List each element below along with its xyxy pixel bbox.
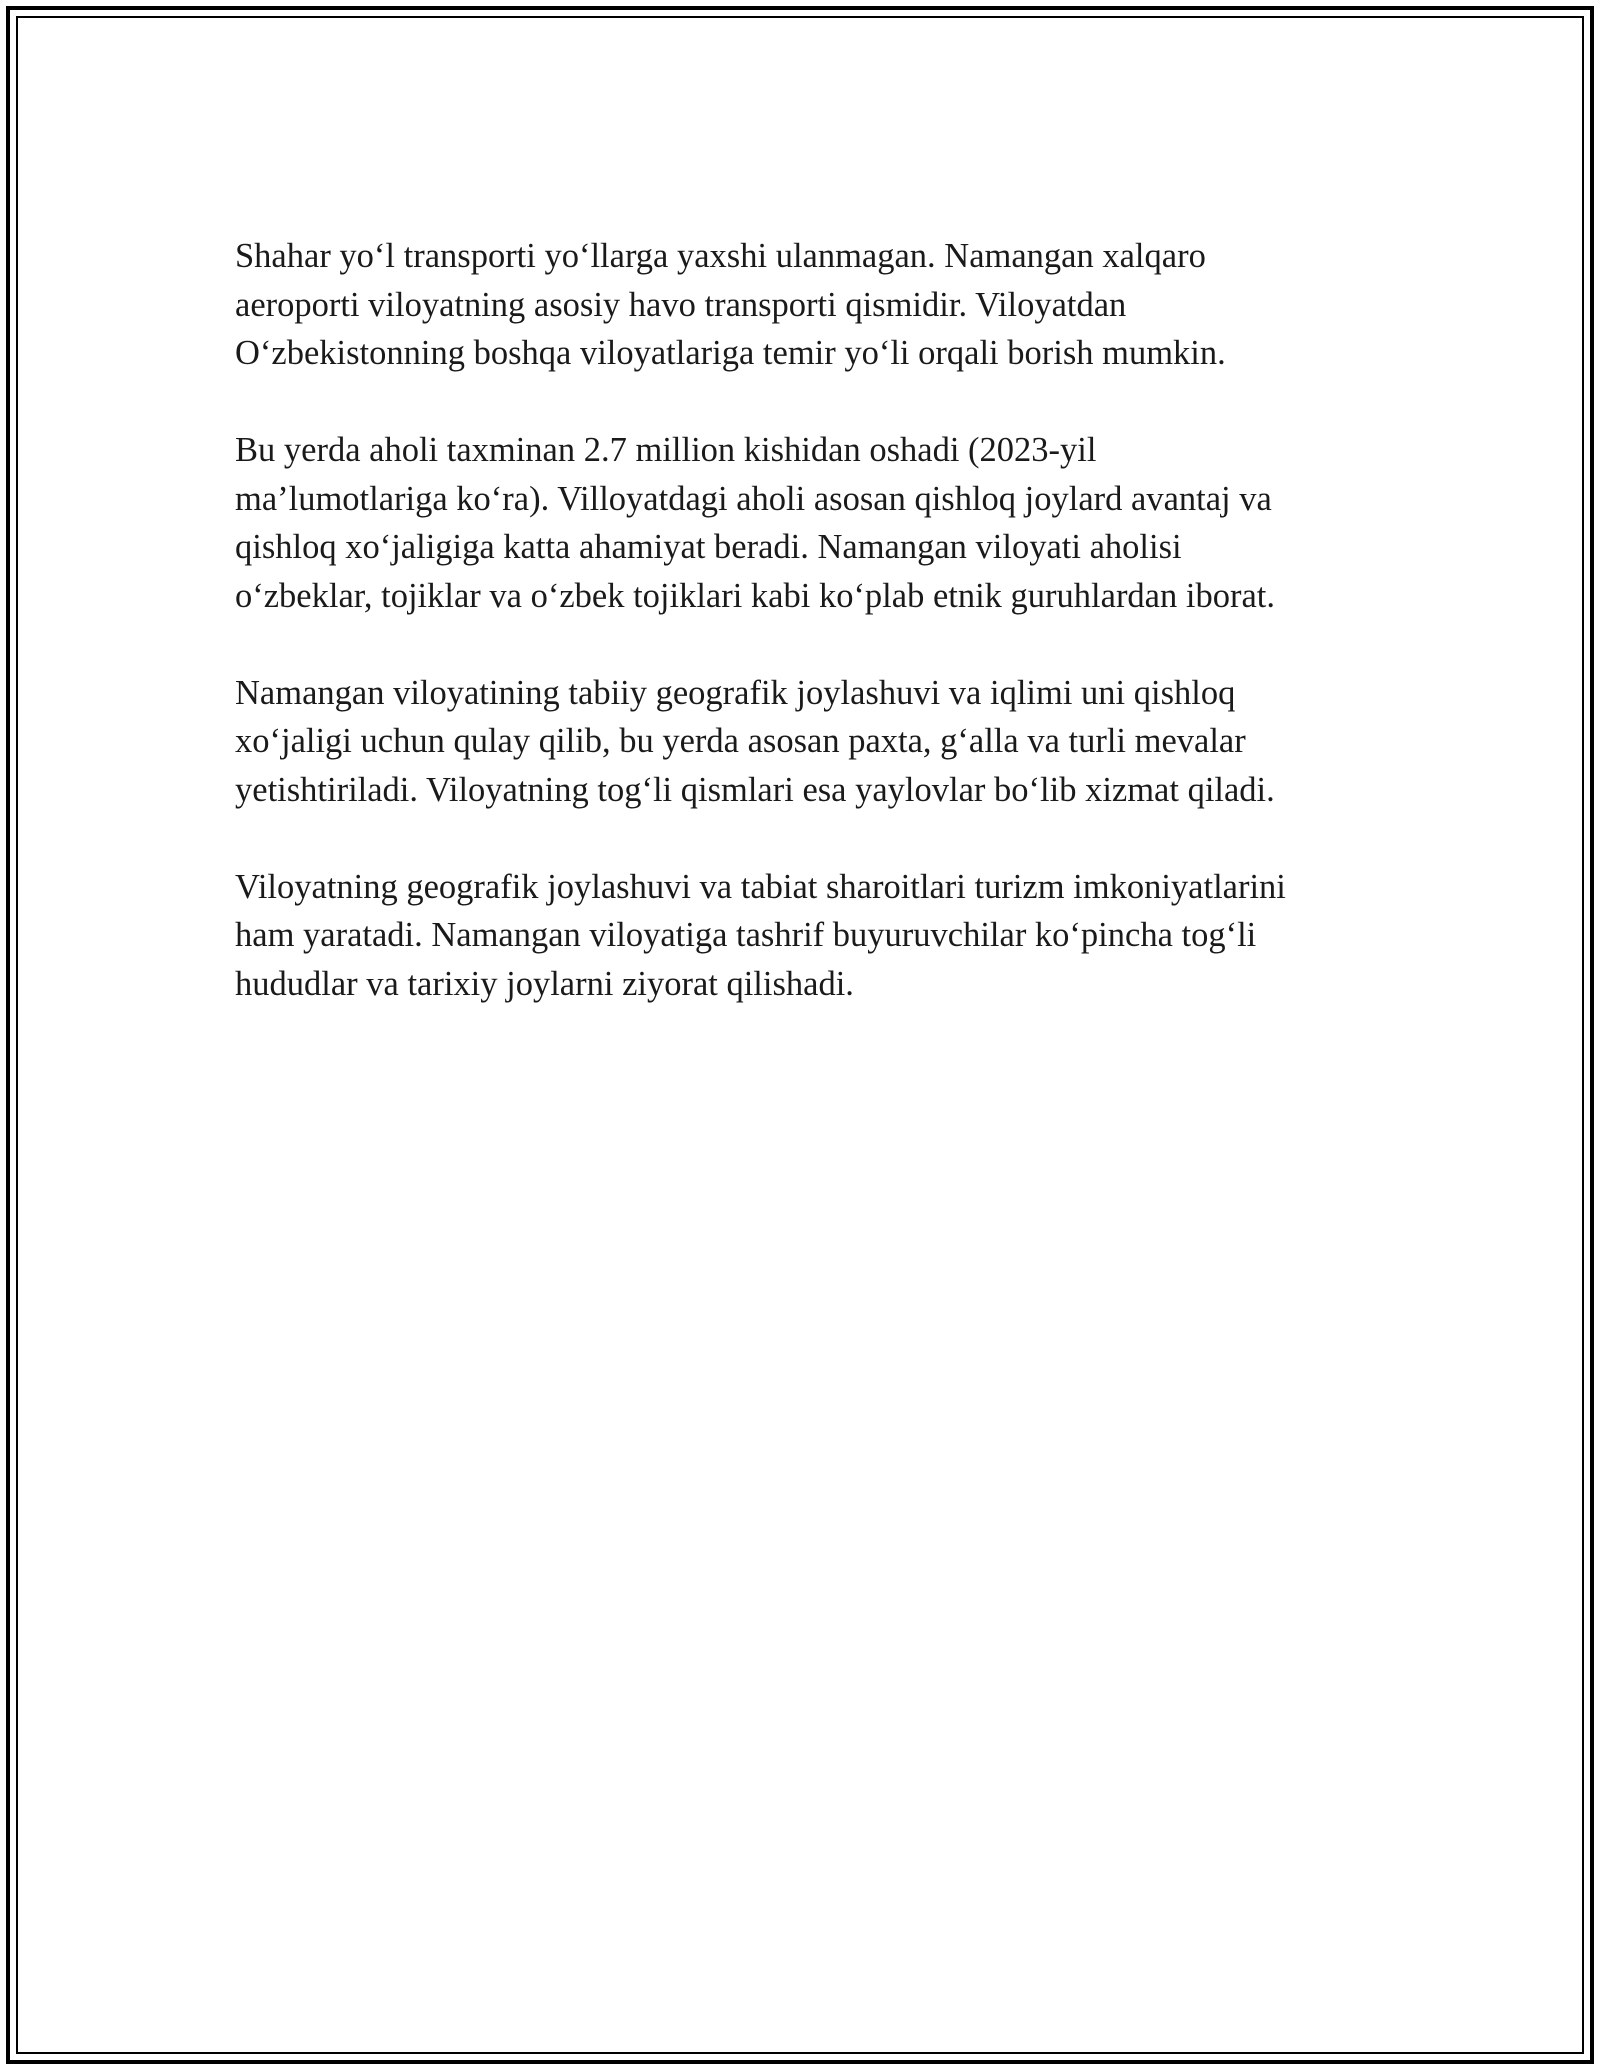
text-line: yetishtiriladi. Viloyatning tog‘li qismlari esa yaylovlar bo‘lib xizmat qiladi.: [235, 770, 1275, 809]
text-line: ham yaratadi. Namangan viloyatiga tashrif buyuruvchilar ko‘pincha tog‘li: [235, 916, 1257, 954]
text-line: o‘zbeklar, tojiklar va o‘zbek tojiklari kabi ko‘plab etnik guruhlardan iborat.: [235, 576, 1275, 615]
text-line: Bu yerda aholi taxminan 2.7 million kishidan oshadi (2023-yil: [235, 431, 1097, 469]
text-line: qishloq xo‘jaligiga katta ahamiyat beradi. Namangan viloyati aholisi: [235, 528, 1182, 566]
paragraph-population: [235, 426, 1375, 620]
text-line: ma’lumotlariga ko‘ra). Villoyatdagi aholi asosan qishloq joylard avantaj va: [235, 479, 1272, 518]
paragraph-agriculture: [235, 669, 1375, 815]
paragraph-tourism: [235, 863, 1375, 1009]
document-body: [235, 232, 1375, 1057]
text-line: aeroporti viloyatning asosiy havo transporti qismidir. Viloyatdan: [235, 285, 1127, 324]
text-line: hududlar va tarixiy joylarni ziyorat qilishadi.: [235, 964, 854, 1003]
paragraph-transport: [235, 232, 1375, 378]
text-line: Namangan viloyatining tabiiy geografik joylashuvi va iqlimi uni qishloq: [235, 673, 1236, 712]
text-line: Viloyatning geografik joylashuvi va tabiat sharoitlari turizm imkoniyatlarini: [235, 867, 1286, 906]
text-line: Shahar yo‘l transporti yo‘llarga yaxshi ulanmagan. Namangan xalqaro: [235, 237, 1206, 275]
text-line: O‘zbekistonning boshqa viloyatlariga temir yo‘li orqali borish mumkin.: [235, 334, 1226, 372]
text-line: xo‘jaligi uchun qulay qilib, bu yerda asosan paxta, g‘alla va turli mevalar: [235, 722, 1246, 760]
